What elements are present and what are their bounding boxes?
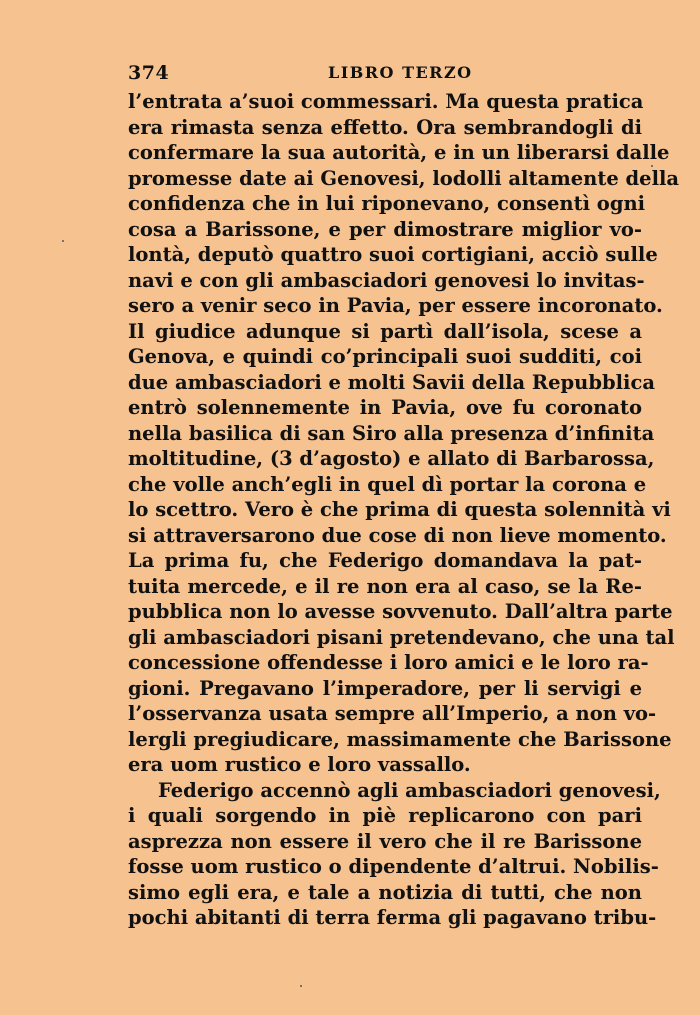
text-line: cosa a Barissone, e per dimostrare miglior vo-: [128, 217, 642, 241]
text-line: pubblica non lo avesse sovvenuto. Dall’altra parte: [128, 600, 673, 623]
text-line: i quali sorgendo in piè replicarono con pari: [128, 804, 642, 827]
text-line: si attraversarono due cose di non lieve momento.: [128, 523, 667, 547]
text-line: asprezza non essere il vero che il re Barissone: [128, 829, 642, 853]
text-line: promesse date ai Genovesi, lodolli altamente della: [128, 166, 680, 190]
text-line: nella basilica di san Siro alla presenza d’infinita: [128, 421, 655, 445]
text-line: entrò solennemente in Pavia, ove fu coronato: [128, 396, 642, 419]
text-line: pochi abitanti di terra ferma gli pagavano tribu-: [128, 906, 657, 929]
text-line: era uom rustico e loro vassallo.: [128, 753, 471, 776]
text-line: due ambasciadori e molti Savii della Repubblica: [128, 370, 655, 394]
text-line: moltitudine, (3 d’agosto) e allato di Barbarossa,: [128, 447, 655, 470]
text-line: sero a venir seco in Pavia, per essere incoronato.: [128, 294, 663, 317]
paper-speck: [651, 165, 653, 167]
text-line: Federigo accennò agli ambasciadori genovesi,: [158, 778, 661, 802]
text-line: lo scettro. Vero è che prima di questa solennità vi: [128, 498, 671, 521]
text-line: concessione offendesse i loro amici e le loro ra-: [128, 651, 649, 674]
body-text: [128, 89, 680, 931]
text-line: navi e con gli ambasciadori genovesi lo invitas-: [128, 268, 645, 292]
page-header: [128, 62, 642, 88]
text-line: gli ambasciadori pisani pretendevano, che una tal: [128, 625, 675, 649]
text-line: Genova, e quindi co’principali suoi sudditi, coi: [128, 345, 642, 368]
text-line: l’osservanza usata sempre all’Imperio, a non vo-: [128, 702, 657, 725]
text-line: tuita mercede, e il re non era al caso, se la Re-: [128, 574, 642, 598]
text-line: era rimasta senza effetto. Ora sembrandogli di: [128, 115, 642, 139]
text-line: La prima fu, che Federigo domandava la pat-: [128, 549, 642, 572]
text-line: confermare la sua autorità, e in un liberarsi dalle: [128, 141, 670, 164]
paper-speck: [300, 985, 302, 987]
paper-speck: [62, 240, 64, 242]
text-line: lontà, deputò quattro suoi cortigiani, acciò sulle: [128, 243, 658, 266]
text-line: simo egli era, e tale a notizia di tutti, che non: [128, 880, 642, 904]
text-line: confidenza che in lui riponevano, consentì ogni: [128, 192, 646, 215]
text-line: che volle anch’egli in quel dì portar la corona e: [128, 472, 647, 496]
text-line: lergli pregiudicare, massimamente che Barissone: [128, 727, 672, 751]
running-head: LIBRO TERZO: [328, 63, 473, 82]
page-number: 374: [128, 62, 170, 84]
text-line: fosse uom rustico o dipendente d’altrui. Nobilis-: [128, 855, 659, 878]
text-line: Il giudice adunque si partì dall’isola, scese a: [128, 319, 642, 343]
text-line: l’entrata a’suoi commessari. Ma questa pratica: [128, 90, 644, 113]
text-line: gioni. Pregavano l’imperadore, per li servigi e: [128, 676, 642, 700]
